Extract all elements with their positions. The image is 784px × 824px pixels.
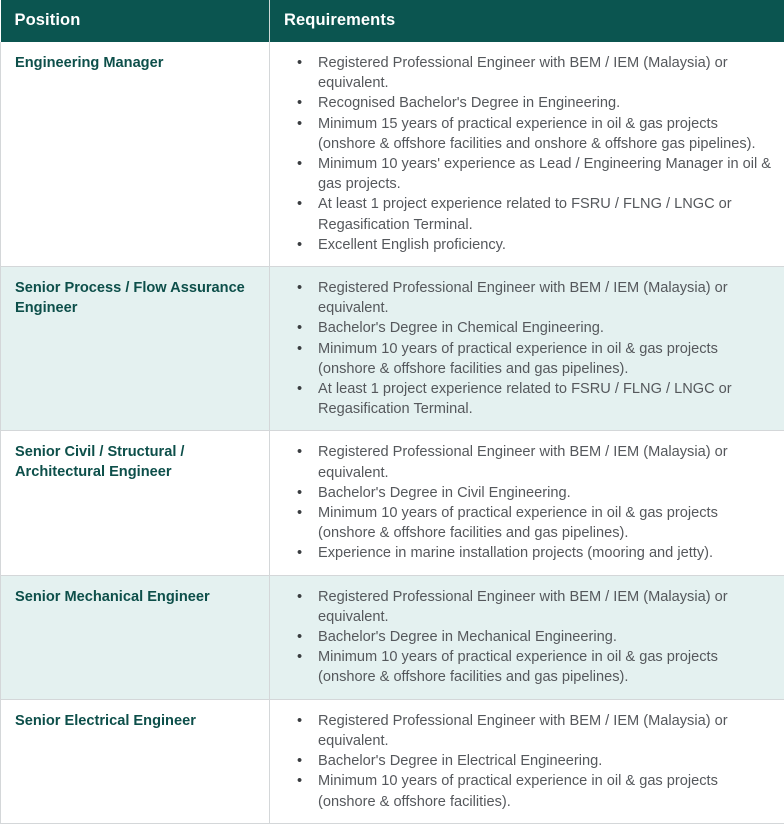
position-cell (1, 42, 270, 267)
requirement-item (270, 114, 774, 154)
position-cell (1, 575, 270, 699)
requirement-text: At least 1 project experience related to FSRU / FLNG / LNGC or Regasification Terminal. (318, 196, 732, 232)
bullet-icon: • (297, 379, 302, 399)
requirement-text: Minimum 10 years of practical experience in oil & gas projects (onshore & offshore facilities and gas pipelines). (318, 505, 718, 541)
requirement-item (270, 379, 774, 419)
bullet-icon: • (297, 751, 302, 771)
bullet-icon: • (297, 114, 302, 134)
position-title: Senior Electrical Engineer (1, 700, 269, 732)
table-header (1, 0, 784, 42)
requirement-text: Experience in marine installation projects (mooring and jetty). (318, 545, 713, 561)
position-cell (1, 431, 270, 575)
position-title: Senior Mechanical Engineer (1, 576, 269, 608)
requirement-text: Minimum 10 years of practical experience in oil & gas projects (onshore & offshore facilities and gas pipelines). (318, 649, 718, 685)
requirements-list (270, 700, 784, 823)
position-cell (1, 267, 270, 431)
requirement-item (270, 278, 774, 318)
requirement-item (270, 647, 774, 687)
requirements-cell (270, 575, 784, 699)
bullet-icon: • (297, 194, 302, 214)
column-header-position: Position (1, 0, 270, 42)
requirement-text: Registered Professional Engineer with BEM / IEM (Malaysia) or equivalent. (318, 280, 728, 316)
bullet-icon: • (297, 235, 302, 255)
bullet-icon: • (297, 278, 302, 298)
requirement-item (270, 483, 774, 503)
table-row (1, 699, 784, 823)
requirement-item (270, 318, 774, 338)
requirement-item (270, 339, 774, 379)
requirement-item (270, 627, 774, 647)
table-row (1, 575, 784, 699)
requirement-item (270, 53, 774, 93)
requirements-list (270, 42, 784, 266)
bullet-icon: • (297, 318, 302, 338)
position-title: Engineering Manager (1, 42, 269, 74)
table-header-row (1, 0, 784, 42)
requirement-text: Minimum 10 years' experience as Lead / Engineering Manager in oil & gas projects. (318, 156, 771, 192)
requirement-item (270, 503, 774, 543)
requirement-text: Minimum 10 years of practical experience in oil & gas projects (onshore & offshore facilities and gas pipelines). (318, 341, 718, 377)
requirement-text: Registered Professional Engineer with BEM / IEM (Malaysia) or equivalent. (318, 713, 728, 749)
requirement-item (270, 771, 774, 811)
requirement-text: Bachelor's Degree in Civil Engineering. (318, 485, 571, 501)
position-cell (1, 699, 270, 823)
requirements-list (270, 431, 784, 574)
bullet-icon: • (297, 53, 302, 73)
bullet-icon: • (297, 587, 302, 607)
requirement-text: Minimum 10 years of practical experience in oil & gas projects (onshore & offshore facilities). (318, 773, 718, 809)
requirement-text: Registered Professional Engineer with BEM / IEM (Malaysia) or equivalent. (318, 55, 728, 91)
requirements-cell (270, 267, 784, 431)
bullet-icon: • (297, 627, 302, 647)
table-row (1, 267, 784, 431)
requirement-item (270, 751, 774, 771)
position-title: Senior Civil / Structural / Architectural Engineer (1, 431, 269, 482)
bullet-icon: • (297, 93, 302, 113)
bullet-icon: • (297, 339, 302, 359)
bullet-icon: • (297, 711, 302, 731)
requirement-item (270, 711, 774, 751)
requirement-text: Bachelor's Degree in Electrical Engineering. (318, 753, 602, 769)
requirement-item (270, 194, 774, 234)
bullet-icon: • (297, 483, 302, 503)
requirement-item (270, 442, 774, 482)
requirements-list (270, 576, 784, 699)
position-title: Senior Process / Flow Assurance Engineer (1, 267, 269, 318)
requirements-list (270, 267, 784, 430)
requirements-cell (270, 431, 784, 575)
requirement-text: At least 1 project experience related to FSRU / FLNG / LNGC or Regasification Terminal. (318, 381, 732, 417)
bullet-icon: • (297, 543, 302, 563)
requirements-cell (270, 699, 784, 823)
table-body (1, 42, 784, 823)
requirement-item (270, 154, 774, 194)
requirement-text: Registered Professional Engineer with BEM / IEM (Malaysia) or equivalent. (318, 444, 728, 480)
requirement-item (270, 587, 774, 627)
bullet-icon: • (297, 442, 302, 462)
requirements-cell (270, 42, 784, 267)
requirement-item (270, 235, 774, 255)
requirement-text: Registered Professional Engineer with BEM / IEM (Malaysia) or equivalent. (318, 589, 728, 625)
bullet-icon: • (297, 647, 302, 667)
column-header-requirements: Requirements (270, 0, 784, 42)
table-row (1, 431, 784, 575)
table-row (1, 42, 784, 267)
requirement-item (270, 543, 774, 563)
requirement-text: Minimum 15 years of practical experience in oil & gas projects (onshore & offshore facilities and onshore & offshore gas pipelines). (318, 116, 756, 152)
bullet-icon: • (297, 503, 302, 523)
bullet-icon: • (297, 154, 302, 174)
requirement-text: Excellent English proficiency. (318, 237, 506, 253)
bullet-icon: • (297, 771, 302, 791)
requirement-text: Recognised Bachelor's Degree in Engineering. (318, 95, 620, 111)
requirement-text: Bachelor's Degree in Chemical Engineering. (318, 320, 604, 336)
requirement-text: Bachelor's Degree in Mechanical Engineering. (318, 629, 617, 645)
requirement-item (270, 93, 774, 113)
